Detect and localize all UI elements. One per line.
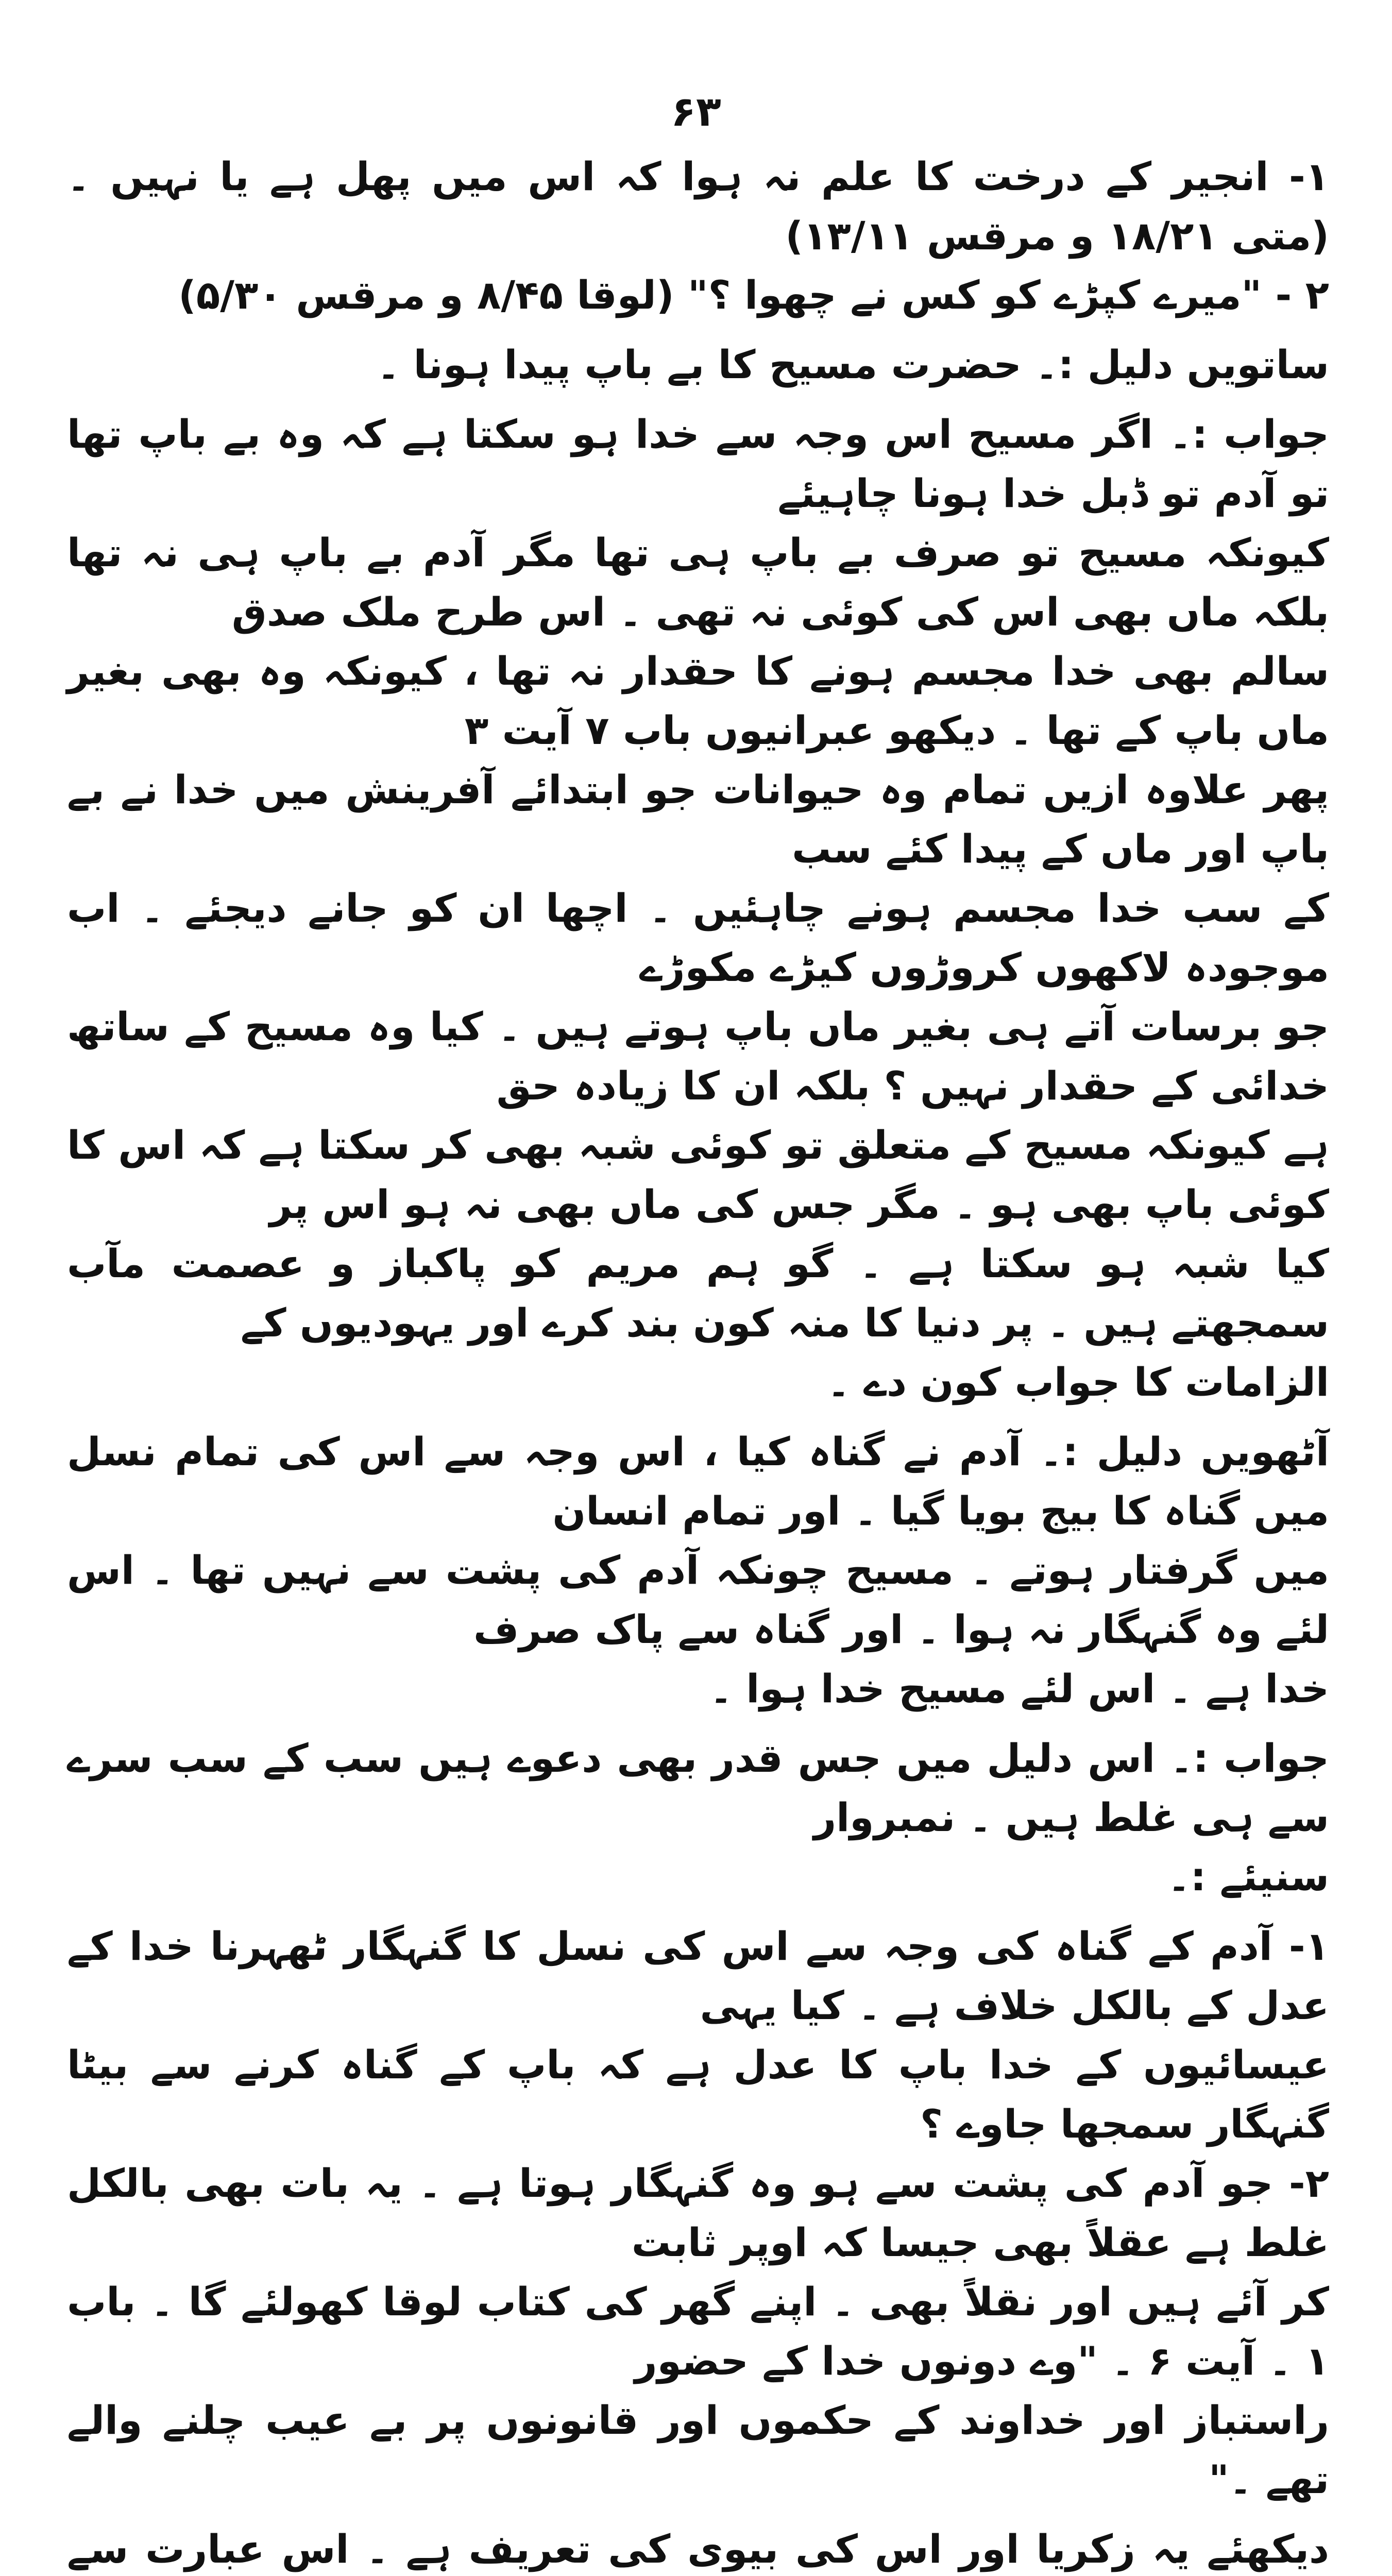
text-line: کیا شبہ ہو سکتا ہے ۔ گو ہم مریم کو پاکباز و عصمت مآب سمجھتے ہیں ۔ پر دنیا کا منہ کون بند کرے اور یہودیوں کے [67,1241,1329,1346]
text-line: کر آئے ہیں اور نقلاً بھی ۔ اپنے گھر کی کتاب لوقا کھولئے گا ۔ باب ۱ ۔ آیت ۶ ۔ "وے دونوں خدا کے حضور [67,2279,1329,2384]
text-line: ۲ - "میرے کپڑے کو کس نے چھوا ؟" (لوقا ۸/۴۵ و مرقس ۵/۳۰) [178,272,1329,318]
section-heading: آٹھویں دلیل :۔ آدم نے گناہ کیا ، اس وجہ سے اس کی تمام نسل میں گناہ کا بیج بویا گیا ۔ اور تمام انسان [67,1429,1329,1534]
text-line: ہے کیونکہ مسیح کے متعلق تو کوئی شبہ بھی کر سکتا ہے کہ اس کا کوئی باپ بھی ہو ۔ مگر جس کی ماں بھی نہ ہو اس پر [67,1122,1329,1227]
text-line: جواب :۔ اس دلیل میں جس قدر بھی دعوے ہیں سب کے سب سرے سے ہی غلط ہیں ۔ نمبروار [67,1735,1329,1840]
text-line: کے سب خدا مجسم ہونے چاہئیں ۔ اچھا ان کو جانے دیجئے ۔ اب موجودہ لاکھوں کروڑوں کیڑے مکوڑے [67,885,1329,990]
text-line: ۱- انجیر کے درخت کا علم نہ ہوا کہ اس میں پھل ہے یا نہیں ۔ (متی ۱۸/۲۱ و مرقس ۱۳/۱۱) [67,154,1329,259]
text-line: خدا ہے ۔ اس لئے مسیح خدا ہوا ۔ [709,1666,1329,1711]
text-line: سنیئے :۔ [1167,1854,1329,1900]
text-line: راستباز اور خداوند کے حکموں اور قانونوں پر بے عیب چلنے والے تھے ۔" [67,2397,1329,2502]
text-line: پھر علاوہ ازیں تمام وہ حیوانات جو ابتدائے آفرینش میں خدا نے بے باپ اور ماں کے پیدا کئے سب [67,767,1329,872]
page-number: ۶۳ [671,88,721,135]
text-line: جو برسات آتے ہی بغیر ماں باپ ہوتے ہیں ۔ کیا وہ مسیح کے ساتھ خدائی کے حقدار نہیں ؟ بلکہ ان کا زیادہ حق [67,1004,1329,1109]
page-body [67,147,1329,2576]
text-line: ۲- جو آدم کی پشت سے ہو وہ گنہگار ہوتا ہے ۔ یہ بات بھی بالکل غلط ہے عقلاً بھی جیسا کہ اوپر ثابت [67,2160,1329,2265]
section-heading: ساتویں دلیل :۔ حضرت مسیح کا بے باپ پیدا ہونا ۔ [377,342,1329,387]
text-line: سالم بھی خدا مجسم ہونے کا حقدار نہ تھا ، کیونکہ وہ بھی بغیر ماں باپ کے تھا ۔ دیکھو عبرانیوں باب ۷ آیت ۳ [67,648,1329,753]
text-line: عیسائیوں کے خدا باپ کا عدل ہے کہ باپ کے گناہ کرنے سے بیٹا گنہگار سمجھا جاوے ؟ [67,2042,1329,2147]
text-line: جواب :۔ اگر مسیح اس وجہ سے خدا ہو سکتا ہے کہ وہ بے باپ تھا تو آدم تو ڈبل خدا ہونا چاہیئے [67,411,1329,516]
text-line: دیکھئے یہ زکریا اور اس کی بیوی کی تعریف ہے ۔ اس عبارت سے [67,2526,1329,2572]
text-line: کیونکہ مسیح تو صرف بے باپ ہی تھا مگر آدم بے باپ ہی نہ تھا بلکہ ماں بھی اس کی کوئی نہ تھی ۔ اس طرح ملک صدق [67,530,1329,635]
text-line: ۱- آدم کے گناہ کی وجہ سے اس کی نسل کا گنہگار ٹھہرنا خدا کے عدل کے بالکل خلاف ہے ۔ کیا یہی [67,1923,1329,2028]
text-line: میں گرفتار ہوتے ۔ مسیح چونکہ آدم کی پشت سے نہیں تھا ۔ اس لئے وہ گنہگار نہ ہوا ۔ اور گناہ سے پاک صرف [67,1547,1329,1652]
text-line: الزامات کا جواب کون دے ۔ [827,1359,1329,1405]
